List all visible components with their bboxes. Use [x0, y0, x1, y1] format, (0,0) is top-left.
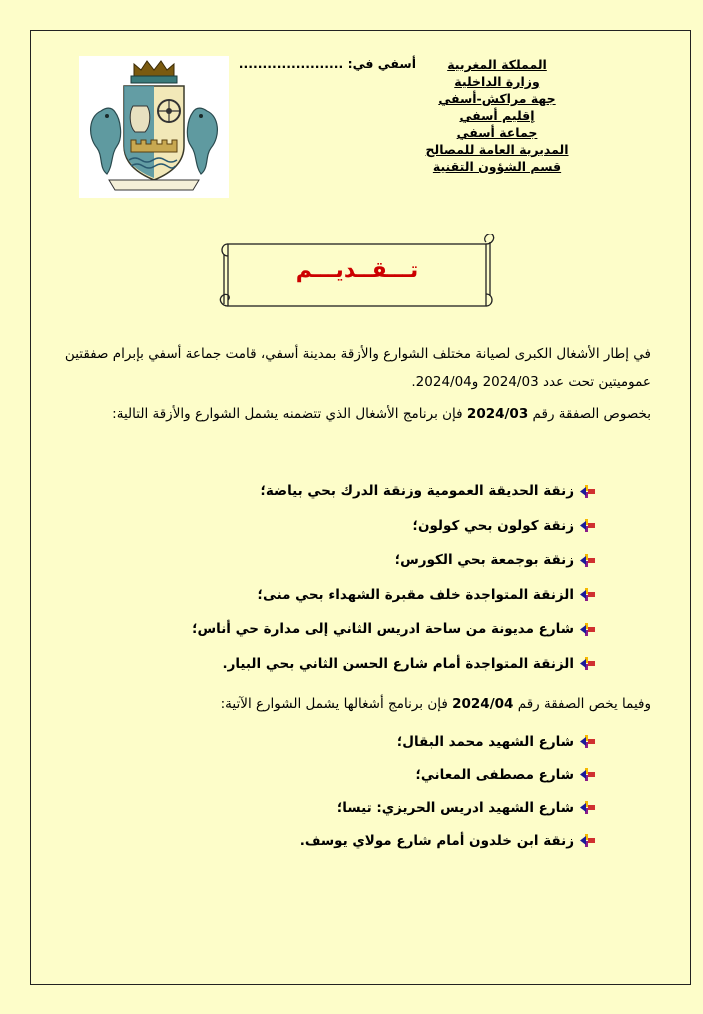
list-item-text: الزنقة المتواجدة أمام شارع الحسن الثاني بحي البيار. — [222, 655, 574, 672]
deal-04-suffix: فإن برنامج أشغالها يشمل الشوارع الآتية: — [220, 696, 448, 712]
list-item — [75, 824, 595, 857]
bullet-arrow-icon — [580, 834, 595, 847]
deal-03-paragraph — [51, 400, 651, 428]
bullet-arrow-icon — [580, 554, 595, 567]
header-line-region: جهة مراكش-أسفي — [438, 91, 556, 106]
bullet-arrow-icon — [580, 657, 595, 670]
deal-04-paragraph — [51, 690, 651, 718]
list-item — [75, 578, 595, 613]
list-item — [75, 543, 595, 578]
header-line-kingdom: المملكة المغربية — [447, 57, 547, 72]
deal-04-number: 2024/04 — [452, 696, 514, 712]
city-coat-of-arms-logo — [79, 56, 229, 198]
list-item-text: زنقة ابن خلدون أمام شارع مولاي يوسف. — [299, 832, 574, 849]
list-item-text: زنقة الحديقة العمومية وزنقة الدرك بحي بياضة؛ — [260, 483, 574, 500]
deal-03-number: 2024/03 — [466, 406, 529, 422]
official-header — [377, 56, 617, 175]
deal-04-streets-list — [75, 725, 595, 857]
header-line-province: إقليم أسفي — [459, 108, 535, 123]
list-item-text: شارع مديونة من ساحة ادريس الثاني إلى مدارة حي أناس؛ — [192, 621, 574, 638]
list-item-text: شارع الشهيد محمد البقال؛ — [396, 733, 574, 750]
deal-03-streets-list — [75, 474, 595, 681]
bullet-arrow-icon — [580, 623, 595, 636]
document-title: تـــقــديـــم — [295, 258, 419, 283]
header-line-division: قسم الشؤون التقنية — [432, 159, 562, 174]
deal-03-prefix: بخصوص الصفقة رقم — [532, 406, 651, 422]
deal-04-prefix: وفيما يخص الصفقة رقم — [517, 696, 651, 712]
list-item — [75, 791, 595, 824]
header-line-commune: جماعة أسفي — [456, 125, 538, 140]
list-item — [75, 725, 595, 758]
list-item-text: شارع الشهيد ادريس الحريزي: تيسا؛ — [336, 799, 574, 816]
intro-paragraph: في إطار الأشغال الكبرى لصيانة مختلف الشوارع والأزقة بمدينة أسفي، قامت جماعة أسفي بإبرام صفقتين عموميتين تحت عدد 2024/03 و2024/04. — [64, 346, 651, 390]
list-item-text: شارع مصطفى المعاني؛ — [415, 766, 574, 783]
place-date: أسفي في: ...................... — [238, 56, 416, 71]
header-line-directorate: المديرية العامة للمصالح — [425, 142, 569, 157]
list-item — [75, 647, 595, 682]
bullet-arrow-icon — [580, 768, 595, 781]
list-item-text: الزنقة المتواجدة خلف مقبرة الشهداء بحي منى؛ — [257, 586, 574, 603]
bullet-arrow-icon — [580, 519, 595, 532]
bullet-arrow-icon — [580, 485, 595, 498]
bullet-arrow-icon — [580, 801, 595, 814]
list-item — [75, 758, 595, 791]
list-item-text: زنقة بوجمعة بحي الكورس؛ — [394, 552, 574, 569]
bullet-arrow-icon — [580, 588, 595, 601]
bullet-arrow-icon — [580, 735, 595, 748]
list-item-text: زنقة كولون بحي كولون؛ — [412, 517, 574, 534]
list-item — [75, 509, 595, 544]
list-item — [75, 474, 595, 509]
deal-03-suffix: فإن برنامج الأشغال الذي تتضمنه يشمل الشوارع والأزقة التالية: — [112, 406, 463, 422]
header-line-ministry: وزارة الداخلية — [454, 74, 540, 89]
list-item — [75, 612, 595, 647]
